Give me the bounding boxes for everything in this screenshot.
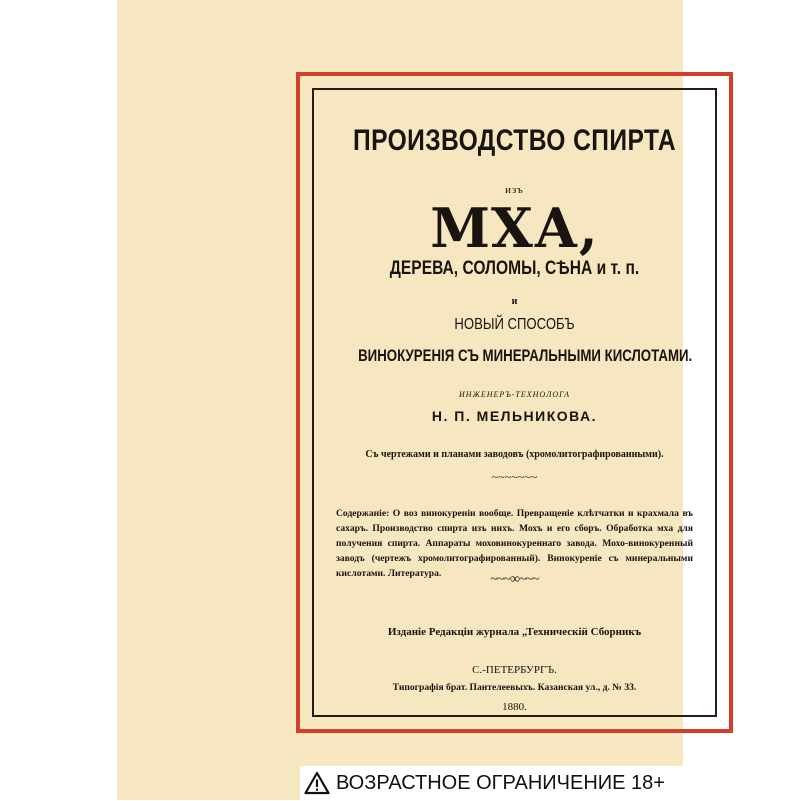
large-ornament: ~~~∞~~~ (490, 572, 539, 587)
publisher-line: Изданіе Редакціи журнала „Техническій Сборникъ (387, 626, 642, 638)
distilling-line: ВИНОКУРЕНІЯ СЪ МИНЕРАЛЬНЫМИ КИСЛОТАМИ. (358, 346, 693, 365)
main-word: МХА, (430, 196, 599, 260)
warning-triangle-icon (304, 771, 330, 795)
from-word: изъ (505, 184, 524, 196)
book-subtitle: ДЕРЕВА, СОЛОМЫ, СѢНА и т. п. (389, 258, 640, 279)
age-restriction-text: ВОЗРАСТНОЕ ОГРАНИЧЕНИЕ 18+ (336, 771, 665, 794)
red-border-frame (296, 72, 733, 733)
engineer-label: ИНЖЕНЕРЪ-ТЕХНОЛОГА (459, 390, 570, 399)
contents-paragraph: Содержаніе: О воз винокуреніи вообще. Превращеніе клѣтчатки и крахмала въ сахаръ. Производство спирта изъ нихъ. Мохъ и его сборъ. Обработка мха для получения спирта. Аппараты моховинокуреннаго завода. Мохо-винокуренный заводъ (чертежъ хромолитографированный). Винокуреніе съ минеральными кислотами. Литература. (336, 508, 693, 579)
book-cover (117, 0, 693, 800)
new-method-line: НОВЫЙ СПОСОБЪ (454, 316, 575, 333)
small-ornament: ~~~~~~~ (491, 470, 538, 484)
title-page-content (314, 90, 715, 715)
author-name: Н. П. МЕЛЬНИКОВА. (431, 408, 598, 424)
year-line: 1880. (502, 701, 527, 713)
city-line: С.-ПЕТЕРБУРГЪ. (472, 664, 557, 676)
book-title: ПРОИЗВОДСТВО СПИРТА (352, 124, 677, 157)
drawings-note: Съ чертежами и планами заводовъ (хромолитографированными). (365, 449, 664, 460)
black-border-frame (312, 88, 717, 717)
printer-line: Типографія брат. Пантелеевыхъ. Казанская ул., д. № 33. (392, 682, 637, 693)
and-word: и (511, 296, 518, 307)
age-restriction-badge (300, 766, 800, 800)
